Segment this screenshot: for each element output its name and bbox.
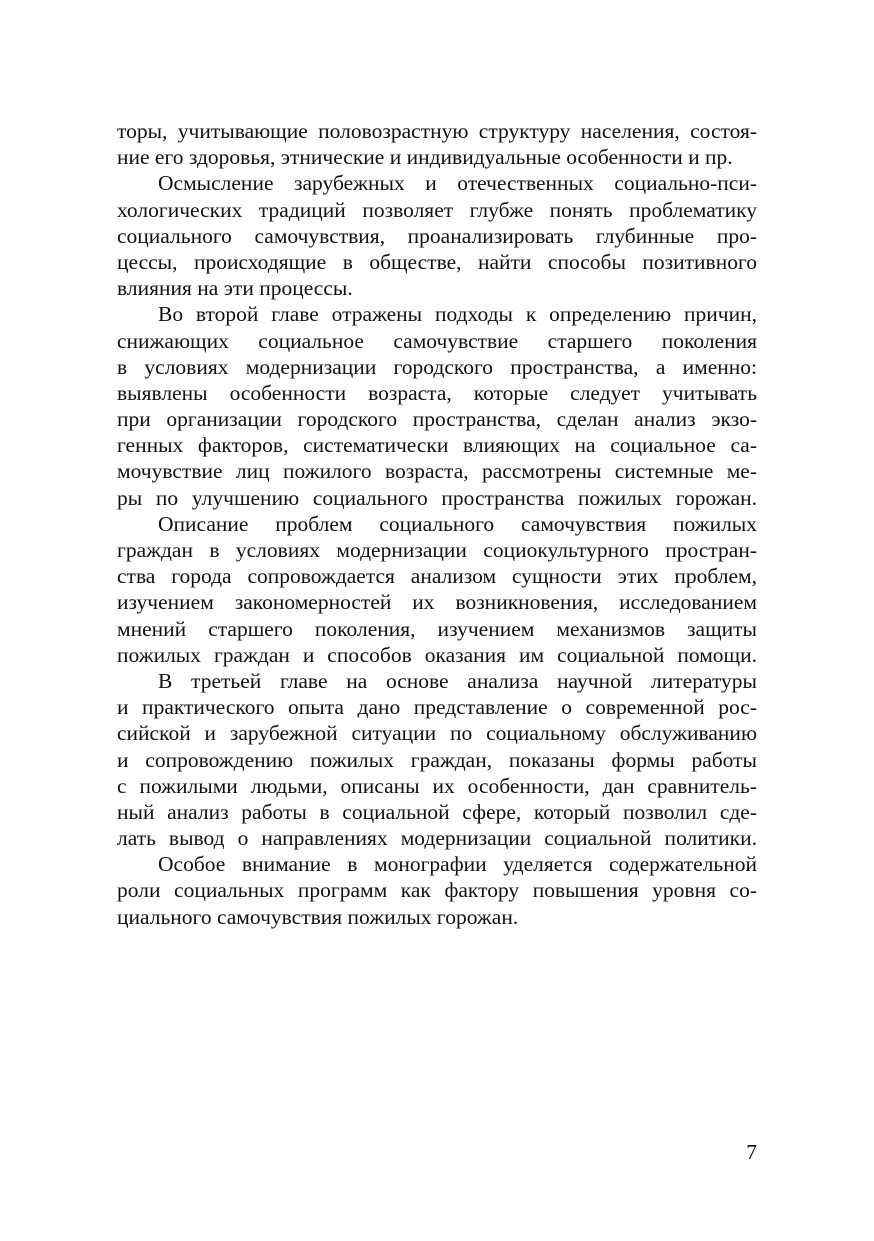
text-line: роли социальных программ как фактору повышения уровня со- (117, 878, 757, 903)
text-line: цессы, происходящие в обществе, найти способы позитивного (117, 249, 757, 274)
text-line: циального самочувствия пожилых горожан. (117, 904, 519, 929)
text-line: ный анализ работы в социальной сфере, который позволил сде- (117, 799, 757, 824)
text-line: Описание проблем социального самочувствия пожилых (158, 511, 757, 536)
text-line: сийской и зарубежной ситуации по социальному обслуживанию (117, 721, 757, 746)
text-line: Во второй главе отражены подходы к определению причин, (158, 302, 757, 327)
paragraph (117, 511, 757, 668)
paragraph (117, 170, 757, 301)
paragraph (117, 118, 757, 170)
text-line: снижающих социальное самочувствие старшего поколения (117, 328, 757, 353)
text-line: В третьей главе на основе анализа научной литературы (158, 668, 757, 693)
text-line: торы, учитывающие половозрастную структуру населения, состоя- (117, 119, 757, 143)
text-line: генных факторов, систематически влияющих на социальное са- (117, 433, 757, 458)
text-line: в условиях модернизации городского пространства, а именно: (117, 354, 757, 379)
text-line: социального самочувствия, проанализировать глубинные про- (117, 223, 757, 248)
text-line: лать вывод о направлениях модернизации социальной политики. (117, 826, 757, 851)
text-line: и практического опыта дано представление о современной рос- (117, 695, 757, 720)
text-line: с пожилыми людьми, описаны их особенности, дан сравнитель- (117, 773, 757, 798)
text-line: мнений старшего поколения, изучением механизмов защиты (117, 616, 757, 641)
text-line: пожилых граждан и способов оказания им социальной помощи. (117, 642, 757, 667)
page-number: 7 (746, 1140, 757, 1164)
text-line: при организации городского пространства, сделан анализ экзо- (117, 407, 757, 432)
text-line: выявлены особенности возраста, которые следует учитывать (117, 380, 757, 405)
text-line: ры по улучшению социального пространства пожилых горожан. (117, 485, 757, 510)
text-line: и сопровождению пожилых граждан, показаны формы работы (117, 747, 757, 772)
text-line: изучением закономерностей их возникновения, исследованием (117, 590, 757, 615)
text-line: мочувствие лиц пожилого возраста, рассмотрены системные ме- (117, 459, 757, 484)
text-line: граждан в условиях модернизации социокультурного простран- (117, 538, 757, 562)
text-line: хологических традиций позволяет глубже понять проблематику (117, 197, 757, 222)
paragraph (117, 668, 757, 851)
text-line: ние его здоровья, этнические и индивидуальные особенности и пр. (117, 145, 733, 170)
document-body (117, 118, 757, 930)
text-line: Осмысление зарубежных и отечественных социально-пси- (158, 171, 757, 196)
text-line: влияния на эти процессы. (117, 276, 353, 301)
paragraph (117, 301, 757, 511)
text-line: Особое внимание в монографии уделяется содержательной (158, 852, 757, 877)
paragraph (117, 851, 757, 930)
text-line: ства города сопровождается анализом сущности этих проблем, (117, 564, 757, 589)
